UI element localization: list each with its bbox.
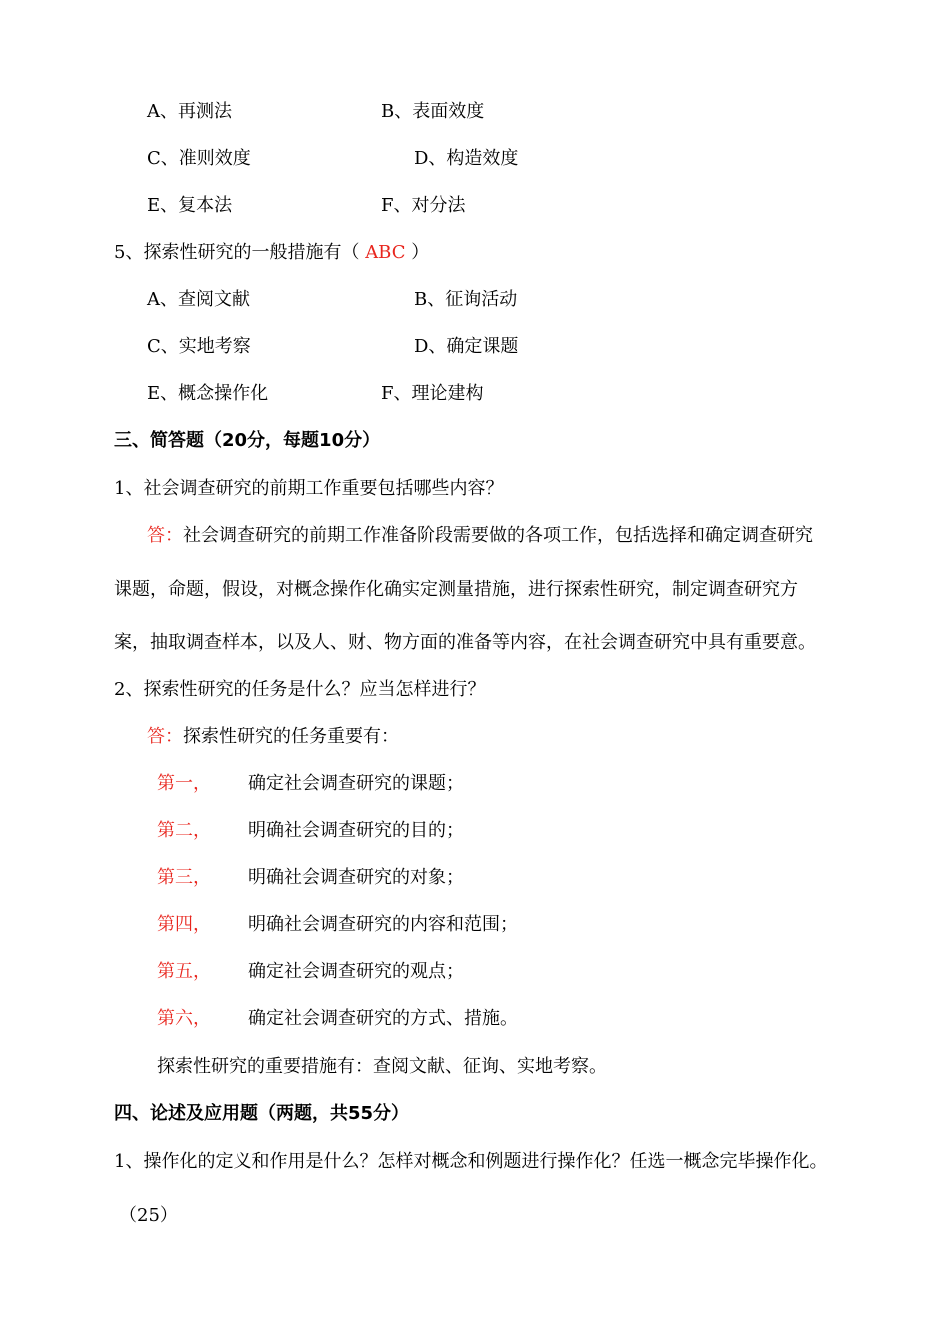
- s4-q1-score: （25）: [119, 1205, 178, 1226]
- list-item-label: 第二，: [157, 820, 211, 841]
- s3-q2-question: 2、探索性研究的任务是什么？应当怎样进行？: [114, 679, 486, 700]
- s3-q1-answer-line3: 案，抽取调查样本，以及人、财、物方面的准备等内容，在社会调查研究中具有重要意。: [114, 632, 816, 653]
- s3-q1-answer-line1: [147, 524, 813, 548]
- q5-option-b: B、征询活动: [414, 289, 518, 310]
- list-item-text: 确定社会调查研究的方式、措施。: [248, 1008, 518, 1029]
- q5-question-prefix: 5、探索性研究的一般措施有（: [114, 242, 360, 263]
- q5-question-suffix: ）: [411, 242, 430, 263]
- q4-option-a: A、再测法: [147, 101, 232, 122]
- q5-question: [114, 241, 429, 265]
- q4-option-c: C、准则效度: [147, 148, 251, 169]
- s3-q1-question: 1、社会调查研究的前期工作重要包括哪些内容？: [114, 478, 504, 499]
- s4-q1-question: 1、操作化的定义和作用是什么？怎样对概念和例题进行操作化？任选一概念完毕操作化。: [114, 1151, 828, 1172]
- section3-title: 三、简答题（20分，每题10分）: [114, 430, 381, 451]
- list-item-label: 第三，: [157, 867, 211, 888]
- list-item-text: 确定社会调查研究的观点；: [248, 961, 464, 982]
- list-item-text: 明确社会调查研究的对象；: [248, 867, 464, 888]
- list-item: [157, 1007, 518, 1031]
- list-item-label: 第六，: [157, 1008, 211, 1029]
- list-item-label: 第一，: [157, 773, 211, 794]
- q5-answer: ABC: [365, 242, 406, 263]
- list-item-text: 确定社会调查研究的课题；: [248, 773, 464, 794]
- s3-q2-closing: 探索性研究的重要措施有：查阅文献、征询、实地考察。: [157, 1056, 607, 1077]
- list-item-label: 第四，: [157, 914, 211, 935]
- q4-option-e: E、复本法: [147, 195, 233, 216]
- list-item: [157, 866, 464, 890]
- list-item-text: 明确社会调查研究的目的；: [248, 820, 464, 841]
- q5-option-a: A、查阅文献: [147, 289, 250, 310]
- list-item: [157, 819, 464, 843]
- answer-text: 探索性研究的任务重要有：: [183, 726, 399, 747]
- s3-q1-answer-line2: 课题，命题，假设，对概念操作化确实定测量措施，进行探索性研究，制定调查研究方: [114, 579, 798, 600]
- list-item-text: 明确社会调查研究的内容和范围；: [248, 914, 518, 935]
- list-item-label: 第五，: [157, 961, 211, 982]
- list-item: [157, 960, 464, 984]
- q4-option-f: F、对分法: [381, 195, 466, 216]
- section4-title: 四、论述及应用题（两题，共55分）: [114, 1103, 410, 1124]
- q5-option-d: D、确定课题: [414, 336, 519, 357]
- q5-option-f: F、理论建构: [381, 383, 484, 404]
- list-item: [157, 913, 518, 937]
- s3-q2-answer-intro: [147, 725, 399, 749]
- list-item: [157, 772, 464, 796]
- q5-option-e: E、概念操作化: [147, 383, 269, 404]
- q4-option-b: B、表面效度: [381, 101, 485, 122]
- answer-label: 答：: [147, 525, 183, 546]
- q4-option-d: D、构造效度: [414, 148, 519, 169]
- answer-text: 社会调查研究的前期工作准备阶段需要做的各项工作，包括选择和确定调查研究: [183, 525, 813, 546]
- answer-label: 答：: [147, 726, 183, 747]
- q5-option-c: C、实地考察: [147, 336, 251, 357]
